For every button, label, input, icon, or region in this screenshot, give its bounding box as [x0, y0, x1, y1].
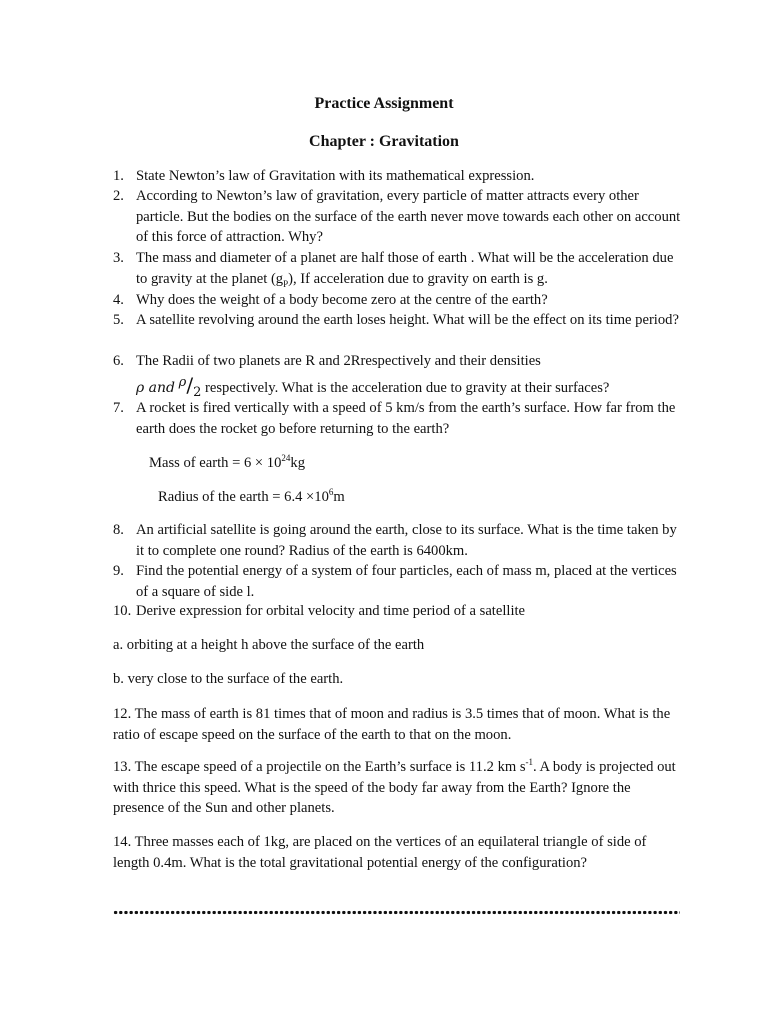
question-1 [113, 166, 683, 187]
question-text: State Newton’s law of Gravitation with its mathematical expression. [136, 168, 535, 184]
part-a: a. orbiting at a height h above the surface of the earth [113, 637, 425, 653]
question-6-line-2 [136, 375, 676, 400]
question-text: Why does the weight of a body become zero at the centre of the earth? [136, 292, 548, 308]
question-text-cont: ), If acceleration due to gravity on earth is g. [288, 270, 548, 287]
superscript: -1 [525, 757, 534, 768]
question-number: 10. [113, 603, 132, 619]
question-text: The Radii of two planets are R and 2Rrespectively and their densities [136, 353, 541, 369]
question-number: 9. [113, 563, 124, 579]
question-text: An artificial satellite is going around the earth, close to its surface. What is the time taken by it to complete one round? Radius of the earth is 6400km. [136, 522, 677, 559]
question-3 [113, 248, 683, 289]
question-number: 8. [113, 522, 124, 538]
question-6 [113, 351, 683, 372]
given-mass: Mass of earth = $6 \times 10^{24}kg$ [149, 453, 305, 471]
question-9 [113, 561, 683, 602]
superscript: 6 [328, 487, 334, 498]
subscript: P [283, 278, 289, 289]
superscript: 24 [281, 453, 291, 464]
question-text: A satellite revolving around the earth loses height. What will be the effect on its time period? [136, 312, 679, 328]
question-5 [113, 310, 683, 331]
question-text-cont: respectively. What is the acceleration due to gravity at their surfaces? [201, 380, 610, 396]
fraction-numerator: ρ [178, 375, 187, 390]
question-7 [113, 398, 683, 439]
question-12: 12. The mass of earth is 81 times that of moon and radius is 3.5 times that of moon. What is the ratio of escape speed on the surface of the earth to that on the moon. [113, 706, 671, 743]
question-number: 6. [113, 353, 124, 369]
rho-symbol: ρ and [136, 380, 176, 396]
fraction-denominator: 2 [193, 385, 202, 400]
question-text: A rocket is fired vertically with a speed of 5 km/s from the earth’s surface. How far from the earth does the rocket go before returning to the earth? [136, 400, 676, 437]
part-b: b. very close to the surface of the earth. [113, 671, 344, 687]
question-number: 2. [113, 188, 124, 204]
dotted-divider [113, 910, 680, 915]
question-number: 3. [113, 250, 124, 266]
question-13: 13. The escape speed of a projectile on the Earth’s surface is 11.2 km $s^{-1}$. A body is projected out with thrice this speed. What is the speed of the body far away from the Earth? Ignore the presence of the Sun and other planets. [113, 757, 676, 816]
question-2 [113, 186, 683, 248]
question-text: Derive expression for orbital velocity and time period of a satellite [136, 603, 526, 619]
rho-over-2: ρ/2 [178, 373, 202, 400]
question-number: 1. [113, 168, 124, 184]
chapter-title: Chapter : Gravitation [309, 133, 459, 150]
given-radius: Radius of the earth = $6.4 \times 10^6m$ [158, 487, 345, 505]
question-number: 7. [113, 400, 124, 416]
question-text: Find the potential energy of a system of four particles, each of mass m, placed at the vertices of a square of side l. [136, 563, 677, 600]
question-8 [113, 520, 683, 561]
question-10 [113, 601, 683, 622]
question-number: 5. [113, 312, 124, 328]
page-title: Practice Assignment [314, 95, 454, 112]
question-text: According to Newton’s law of gravitation, every particle of matter attracts every other particle. But the bodies on the surface of the earth never move towards each other on account of this force of attraction. Why? [136, 188, 681, 245]
question-text: The mass and diameter of a planet are half those of earth . What will be the acceleration due to gravity at the planet (g [136, 250, 674, 287]
question-number: 4. [113, 292, 124, 308]
question-14: 14. Three masses each of 1kg, are placed on the vertices of an equilateral triangle of side of length 0.4m. What is the total gravitational potential energy of the configuration? [113, 834, 647, 871]
question-4 [113, 290, 683, 311]
